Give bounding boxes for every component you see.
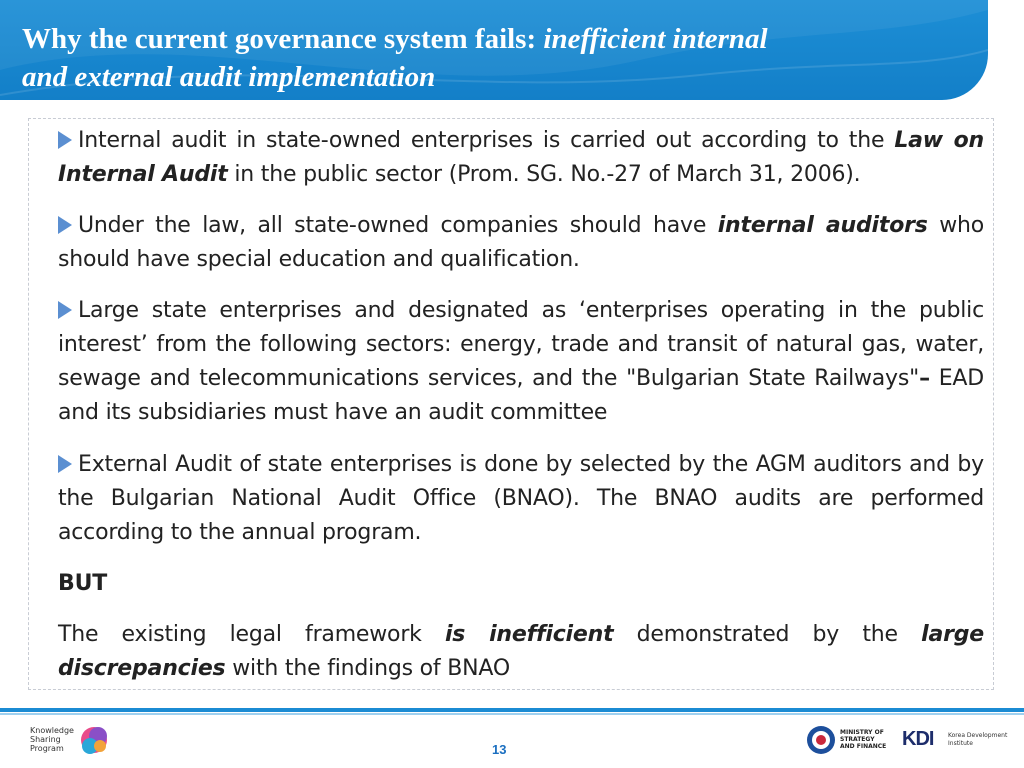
ministry-wordmark: MINISTRY OF STRATEGY AND FINANCE bbox=[840, 729, 887, 750]
government-emblem-icon bbox=[806, 725, 836, 755]
bullet-triangle-icon bbox=[58, 131, 72, 149]
kdi-wordmark: Korea Development Institute bbox=[948, 732, 1008, 747]
page-title: Why the current governance system fails: inefficient internal and external audit implementation bbox=[22, 23, 768, 93]
bullet-triangle-icon bbox=[58, 216, 72, 234]
bullet-triangle-icon bbox=[58, 455, 72, 473]
paragraph-internal-auditors: Under the law, all state-owned companies should have internal auditors who should have special education and qualification. bbox=[58, 213, 985, 272]
paragraph-internal-audit-law: Internal audit in state-owned enterprises is carried out according to the Law on Internal Audit in the public sector (Prom. SG. No.-27 of March 31, 2006). bbox=[58, 128, 984, 187]
paragraph-inefficient-framework: The existing legal framework is inefficient demonstrated by the large discrepancies with the findings of BNAO bbox=[58, 622, 985, 681]
paragraph-audit-committee: Large state enterprises and designated as ‘enterprises operating in the public interest’ from the following sectors: energy, trade and transit of natural gas, water, sewage and telecommunications services, and the "Bulgarian State Railways"– EAD and its subsidiaries must have an audit committee bbox=[58, 298, 984, 425]
paragraph-but: BUT bbox=[58, 571, 108, 596]
footer-divider-light bbox=[0, 713, 1024, 715]
footer-divider bbox=[0, 708, 1024, 712]
kdi-logo: KDI bbox=[902, 728, 934, 750]
paragraph-external-audit: External Audit of state enterprises is done by selected by the AGM auditors and by the Bulgarian National Audit Office (BNAO). The BNAO audits are performed according to the annual program. bbox=[58, 452, 984, 545]
header-banner bbox=[0, 0, 988, 100]
ksp-wordmark: Knowledge Sharing Program bbox=[30, 726, 74, 753]
bullet-triangle-icon bbox=[58, 301, 72, 319]
page-number: 13 bbox=[492, 742, 507, 757]
